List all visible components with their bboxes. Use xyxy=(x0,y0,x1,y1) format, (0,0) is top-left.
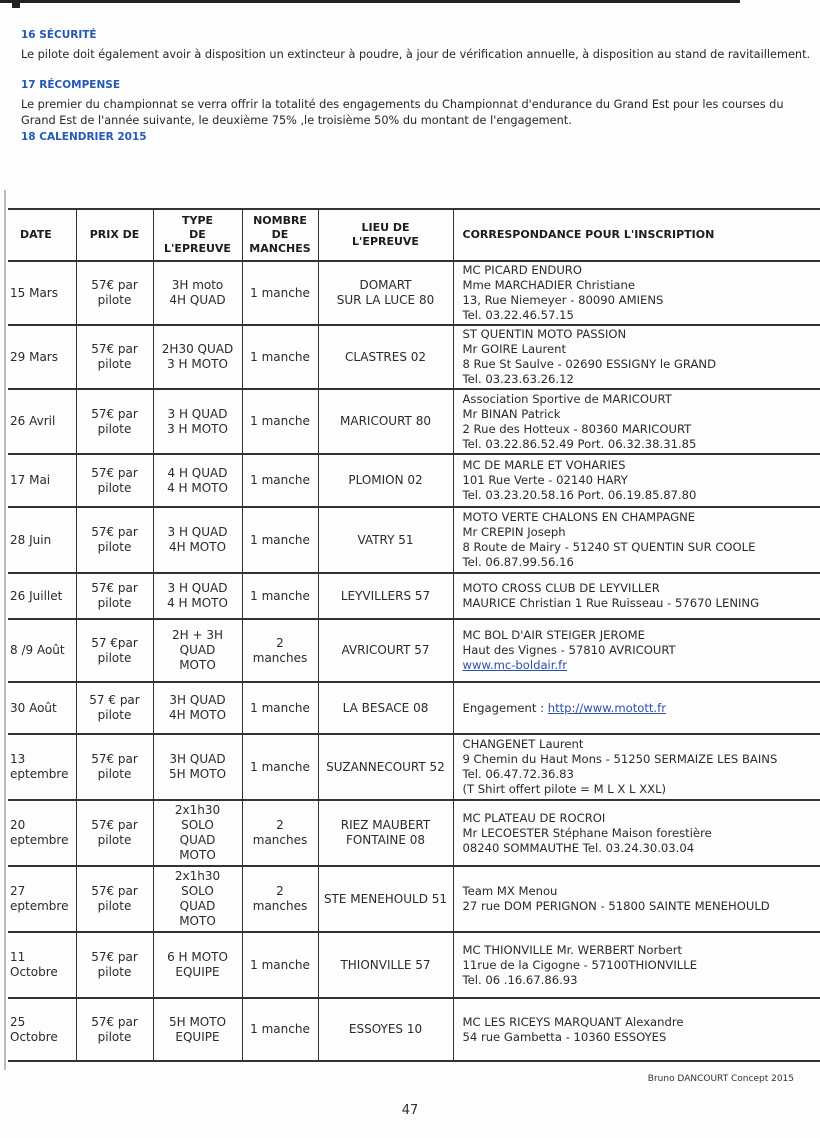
cell-manches: 1 manche xyxy=(242,325,318,389)
cell-lieu: STE MENEHOULD 51 xyxy=(318,866,453,932)
calendar-table xyxy=(8,208,820,1062)
cell-correspondance xyxy=(453,682,820,734)
correspondance-line: 08240 SOMMAUTHE Tel. 03.24.30.03.04 xyxy=(462,840,695,855)
footer-credit: Bruno DANCOURT Concept 2015 xyxy=(647,1074,794,1084)
correspondance-line: CHANGENET Laurent xyxy=(462,737,584,751)
cell-manches: 1 manche xyxy=(242,507,318,573)
header-nombre xyxy=(242,209,318,261)
cell-type: 3H QUAD 4H MOTO xyxy=(153,682,242,734)
cell-type: 3 H QUAD 4 H MOTO xyxy=(153,573,242,619)
correspondance-line: Mr BINAN Patrick xyxy=(462,406,561,421)
table-row xyxy=(8,682,820,734)
correspondance-line: Tel. 06 .16.67.86.93 xyxy=(462,972,578,987)
table-row xyxy=(8,619,820,682)
cell-type: 3 H QUAD 3 H MOTO xyxy=(153,389,242,454)
cell-type: 3H QUAD 5H MOTO xyxy=(153,734,242,800)
correspondance-line: Tel. 03.23.20.58.16 Port. 06.19.85.87.80 xyxy=(462,488,697,502)
correspondance-line: MC THIONVILLE Mr. WERBERT Norbert xyxy=(462,942,683,957)
correspondance-line: 13, Rue Niemeyer - 80090 AMIENS xyxy=(462,293,664,307)
correspondance-line: Mme MARCHADIER Christiane xyxy=(462,278,636,292)
cell-date: 26 Juillet xyxy=(8,573,76,619)
cell-correspondance xyxy=(453,866,820,932)
correspondance-line: Haut des Vignes - 57810 AVRICOURT xyxy=(462,643,676,657)
cell-manches: 2 manches xyxy=(242,866,318,932)
correspondance-line: 11rue de la Cigogne - 57100THIONVILLE xyxy=(462,957,698,972)
cell-manches: 1 manche xyxy=(242,682,318,734)
correspondance-line: MC BOL D'AIR STEIGER JEROME xyxy=(462,628,645,642)
cell-correspondance xyxy=(453,734,820,800)
table-header-row xyxy=(8,209,820,261)
correspondance-line: MC LES RICEYS MARQUANT Alexandre xyxy=(462,1014,684,1029)
table-row xyxy=(8,389,820,454)
table-row xyxy=(8,866,820,932)
cell-lieu: LA BESACE 08 xyxy=(318,682,453,734)
correspondance-line: Engagement : xyxy=(462,700,548,715)
cell-lieu: CLASTRES 02 xyxy=(318,325,453,389)
header-type xyxy=(153,209,242,261)
cell-manches: 1 manche xyxy=(242,454,318,507)
cell-correspondance xyxy=(453,507,820,573)
correspondance-line: 9 Chemin du Haut Mons - 51250 SERMAIZE LES BAINS xyxy=(462,752,778,766)
correspondance-line: MC PLATEAU DE ROCROI xyxy=(462,810,606,825)
cell-prix: 57€ par pilote xyxy=(76,800,153,866)
left-binding-rule xyxy=(4,190,6,1070)
cell-date: 27 eptembre xyxy=(8,866,76,932)
cell-manches: 1 manche xyxy=(242,932,318,998)
cell-correspondance xyxy=(453,573,820,619)
correspondance-line: (T Shirt offert pilote = M L X L XXL) xyxy=(462,782,667,796)
correspondance-line: Tel. 03.23.63.26.12 xyxy=(462,372,574,386)
section-title-recompense: 17 RÉCOMPENSE xyxy=(21,79,120,91)
cell-prix: 57€ par pilote xyxy=(76,454,153,507)
cell-prix: 57 € par pilote xyxy=(76,682,153,734)
cell-correspondance xyxy=(453,619,820,682)
correspondance-line: Mr LECOESTER Stéphane Maison forestière xyxy=(462,825,712,840)
cell-date: 29 Mars xyxy=(8,325,76,389)
cell-date: 30 Août xyxy=(8,682,76,734)
correspondance-line: Tel. 03.22.46.57.15 xyxy=(462,308,574,322)
cell-date: 13 eptembre xyxy=(8,734,76,800)
cell-type: 5H MOTO EQUIPE xyxy=(153,998,242,1061)
cell-type: 4 H QUAD 4 H MOTO xyxy=(153,454,242,507)
cell-type: 6 H MOTO EQUIPE xyxy=(153,932,242,998)
correspondance-line: Team MX Menou xyxy=(462,884,558,898)
correspondance-line: Tel. 06.47.72.36.83 xyxy=(462,767,574,781)
cell-manches: 1 manche xyxy=(242,734,318,800)
cell-correspondance xyxy=(453,325,820,389)
correspondance-line: 54 rue Gambetta - 10360 ESSOYES xyxy=(462,1029,667,1044)
cell-manches: 2 manches xyxy=(242,800,318,866)
correspondance-line: 8 Route de Mairy - 51240 ST QUENTIN SUR COOLE xyxy=(462,540,756,554)
cell-type: 3 H QUAD 4H MOTO xyxy=(153,507,242,573)
correspondance-line: Mr CREPIN Joseph xyxy=(462,525,566,539)
cell-correspondance xyxy=(453,261,820,325)
cell-date: 28 Juin xyxy=(8,507,76,573)
header-type-text: TYPE DE L'EPREUVE xyxy=(164,214,231,255)
table-row xyxy=(8,261,820,325)
cell-lieu: LEYVILLERS 57 xyxy=(318,573,453,619)
cell-prix: 57€ par pilote xyxy=(76,573,153,619)
cell-manches: 1 manche xyxy=(242,573,318,619)
cell-prix: 57€ par pilote xyxy=(76,261,153,325)
cell-type: 2x1h30 SOLO QUAD MOTO xyxy=(153,800,242,866)
cell-type: 3H moto 4H QUAD xyxy=(153,261,242,325)
cell-prix: 57€ par pilote xyxy=(76,389,153,454)
header-nombre-text: NOMBRE DE MANCHES xyxy=(249,214,311,255)
table-row xyxy=(8,507,820,573)
header-correspondance: CORRESPONDANCE POUR L'INSCRIPTION xyxy=(453,209,820,261)
cell-prix: 57€ par pilote xyxy=(76,866,153,932)
cell-correspondance xyxy=(453,932,820,998)
cell-prix: 57 €par pilote xyxy=(76,619,153,682)
cell-type: 2x1h30 SOLO QUAD MOTO xyxy=(153,866,242,932)
correspondance-line: 2 Rue des Hotteux - 80360 MARICOURT xyxy=(462,421,692,436)
correspondance-line: Association Sportive de MARICOURT xyxy=(462,391,672,406)
cell-prix: 57€ par pilote xyxy=(76,325,153,389)
website-link[interactable]: http://www.motott.fr xyxy=(547,700,666,715)
table-row xyxy=(8,932,820,998)
correspondance-line: Tel. 06.87.99.56.16 xyxy=(462,555,574,569)
table-row xyxy=(8,454,820,507)
table-row xyxy=(8,998,820,1061)
header-prix: PRIX DE xyxy=(76,209,153,261)
cell-lieu: RIEZ MAUBERT FONTAINE 08 xyxy=(318,800,453,866)
cell-type: 2H + 3H QUAD MOTO xyxy=(153,619,242,682)
correspondance-line: Mr GOIRE Laurent xyxy=(462,342,567,356)
header-lieu xyxy=(318,209,453,261)
corner-mark xyxy=(12,0,20,8)
header-date: DATE xyxy=(8,209,76,261)
correspondance-line: 27 rue DOM PERIGNON - 51800 SAINTE MENEHOULD xyxy=(462,899,770,913)
cell-manches: 2 manches xyxy=(242,619,318,682)
section-text-securite: Le pilote doit également avoir à disposition un extincteur à poudre, à jour de vérification annuelle, à disposition au stand de ravitaillement. xyxy=(21,48,811,61)
cell-lieu: MARICOURT 80 xyxy=(318,389,453,454)
cell-date: 20 eptembre xyxy=(8,800,76,866)
cell-manches: 1 manche xyxy=(242,998,318,1061)
cell-correspondance xyxy=(453,998,820,1061)
correspondance-line: MC DE MARLE ET VOHARIES xyxy=(462,458,626,472)
correspondance-line: MOTO VERTE CHALONS EN CHAMPAGNE xyxy=(462,510,696,524)
table-row xyxy=(8,734,820,800)
cell-date: 8 /9 Août xyxy=(8,619,76,682)
table-row xyxy=(8,800,820,866)
correspondance-line: MC PICARD ENDURO xyxy=(462,263,582,277)
correspondance-line: MOTO CROSS CLUB DE LEYVILLER xyxy=(462,581,660,595)
cell-lieu: SUZANNECOURT 52 xyxy=(318,734,453,800)
correspondance-line: MAURICE Christian 1 Rue Ruisseau - 57670 LENING xyxy=(462,596,760,610)
cell-date: 26 Avril xyxy=(8,389,76,454)
cell-type: 2H30 QUAD 3 H MOTO xyxy=(153,325,242,389)
cell-prix: 57€ par pilote xyxy=(76,998,153,1061)
page-number: 47 xyxy=(401,1103,419,1118)
correspondance-line: ST QUENTIN MOTO PASSION xyxy=(462,327,627,341)
cell-prix: 57€ par pilote xyxy=(76,507,153,573)
cell-manches: 1 manche xyxy=(242,389,318,454)
section-title-calendrier: 18 CALENDRIER 2015 xyxy=(21,131,147,143)
cell-correspondance xyxy=(453,800,820,866)
correspondance-line: Tel. 03.22.86.52.49 Port. 06.32.38.31.85 xyxy=(462,436,697,451)
cell-date: 17 Mai xyxy=(8,454,76,507)
cell-lieu: ESSOYES 10 xyxy=(318,998,453,1061)
correspondance-line: 8 Rue St Saulve - 02690 ESSIGNY le GRAND xyxy=(462,357,717,371)
header-lieu-text: LIEU DE L'EPREUVE xyxy=(352,221,419,248)
cell-lieu: AVRICOURT 57 xyxy=(318,619,453,682)
cell-date: 11 Octobre xyxy=(8,932,76,998)
cell-lieu: THIONVILLE 57 xyxy=(318,932,453,998)
top-rule xyxy=(0,0,740,3)
cell-lieu: VATRY 51 xyxy=(318,507,453,573)
cell-date: 15 Mars xyxy=(8,261,76,325)
cell-date: 25 Octobre xyxy=(8,998,76,1061)
cell-correspondance xyxy=(453,454,820,507)
cell-manches: 1 manche xyxy=(242,261,318,325)
table-row xyxy=(8,325,820,389)
cell-correspondance xyxy=(453,389,820,454)
section-text-recompense: Le premier du championnat se verra offrir la totalité des engagements du Championnat d'endurance du Grand Est pour les courses du Grand Est de l'année suivante, le deuxième 75% ,le troisième 50% du montant de l'engagement. xyxy=(21,98,784,127)
cell-prix: 57€ par pilote xyxy=(76,932,153,998)
correspondance-line: 101 Rue Verte - 02140 HARY xyxy=(462,473,628,487)
website-link[interactable]: www.mc-boldair.fr xyxy=(462,658,568,672)
table-row xyxy=(8,573,820,619)
section-title-securite: 16 SÉCURITÉ xyxy=(21,29,97,41)
cell-lieu: PLOMION 02 xyxy=(318,454,453,507)
cell-prix: 57€ par pilote xyxy=(76,734,153,800)
cell-lieu: DOMART SUR LA LUCE 80 xyxy=(318,261,453,325)
